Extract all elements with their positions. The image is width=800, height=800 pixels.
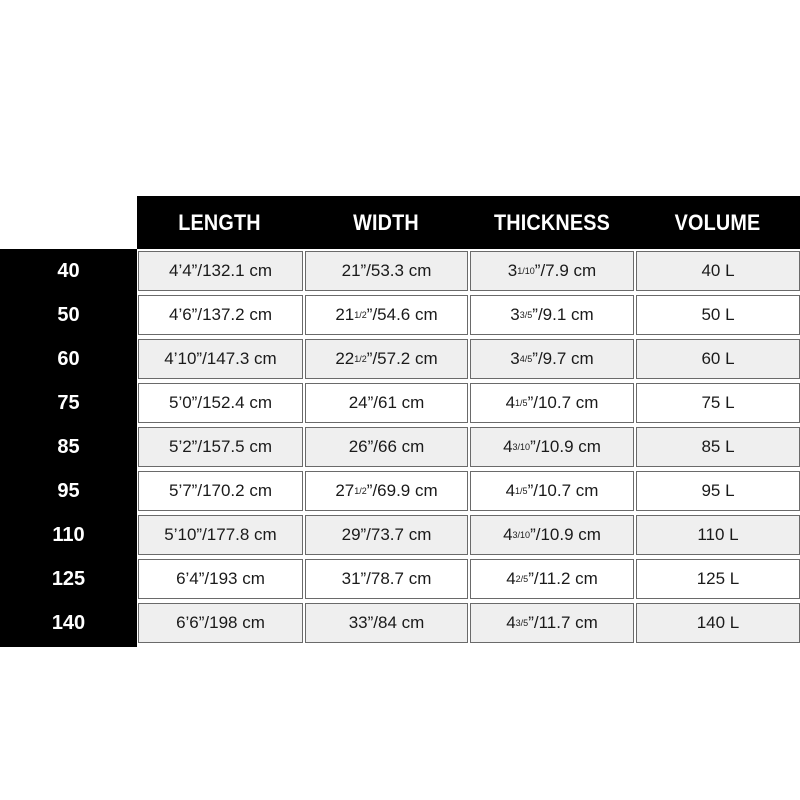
cell-thickness: 4 3/5 ”/11.7 cm: [470, 603, 634, 643]
value-whole: 22: [335, 349, 355, 368]
value-rest: ”/9.7 cm: [532, 349, 594, 368]
row-label: 60: [57, 347, 80, 370]
cell-volume: 85 L: [636, 427, 800, 467]
row-label: 75: [57, 391, 80, 414]
value-whole: 4: [506, 569, 516, 588]
cell-length: 6’6”/198 cm: [138, 603, 303, 643]
value-rest: ”/54.6 cm: [366, 305, 438, 324]
value-rest: ”/57.2 cm: [366, 349, 438, 368]
value-whole: 4: [503, 437, 513, 456]
cell-thickness: 4 1/5 ”/10.7 cm: [470, 471, 634, 511]
value-whole: 3: [507, 261, 518, 280]
row-label: 95: [57, 479, 80, 502]
row-label: 110: [52, 523, 85, 546]
cell-volume: 125 L: [636, 559, 800, 599]
value-rest: ”/10.9 cm: [530, 437, 601, 456]
row-label: 125: [51, 567, 86, 590]
cell-width: 22 1/2 ”/57.2 cm: [305, 339, 468, 379]
cell-length: 6’4”/193 cm: [138, 559, 303, 599]
value-whole: 4: [505, 481, 516, 500]
value-rest: ”/69.9 cm: [366, 481, 438, 500]
value-whole: 4: [503, 525, 513, 544]
column-header-width: WIDTH: [353, 209, 419, 235]
value-rest: ”/11.2 cm: [528, 569, 598, 588]
column-header-thickness: THICKNESS: [493, 209, 611, 235]
value-whole: 27: [335, 481, 355, 500]
cell-thickness: 4 3/10 ”/10.9 cm: [470, 515, 634, 555]
value-whole: 3: [510, 305, 520, 324]
value-whole: 4: [505, 393, 516, 412]
value-rest: ”/7.9 cm: [534, 261, 597, 280]
cell-width: 21”/53.3 cm: [305, 251, 468, 291]
cell-thickness: 3 3/5 ”/9.1 cm: [470, 295, 634, 335]
cell-volume: 95 L: [636, 471, 800, 511]
cell-volume: 60 L: [636, 339, 800, 379]
value-rest: ”/10.7 cm: [527, 481, 599, 500]
cell-length: 4’6”/137.2 cm: [138, 295, 303, 335]
cell-width: 31”/78.7 cm: [305, 559, 468, 599]
cell-thickness: 4 2/5 ”/11.2 cm: [470, 559, 634, 599]
value-rest: ”/9.1 cm: [532, 305, 594, 324]
cell-width: 29”/73.7 cm: [305, 515, 468, 555]
value-whole: 4: [506, 613, 516, 632]
cell-length: 4’10”/147.3 cm: [138, 339, 303, 379]
value-rest: ”/11.7 cm: [528, 613, 598, 632]
value-rest: ”/10.9 cm: [530, 525, 601, 544]
cell-length: 5’10”/177.8 cm: [138, 515, 303, 555]
cell-thickness: 3 4/5 ”/9.7 cm: [470, 339, 634, 379]
row-label: 50: [57, 303, 80, 326]
cell-volume: 140 L: [636, 603, 800, 643]
cell-volume: 50 L: [636, 295, 800, 335]
cell-thickness: 3 1/10 ”/7.9 cm: [470, 251, 634, 291]
cell-volume: 40 L: [636, 251, 800, 291]
cell-width: 24”/61 cm: [305, 383, 468, 423]
row-label: 85: [57, 435, 80, 458]
cell-thickness: 4 1/5 ”/10.7 cm: [470, 383, 634, 423]
row-label: 140: [51, 611, 86, 634]
column-header-volume: VOLUME: [674, 209, 761, 235]
value-whole: 3: [510, 349, 520, 368]
cell-length: 4’4”/132.1 cm: [138, 251, 303, 291]
value-rest: ”/10.7 cm: [527, 393, 599, 412]
cell-volume: 110 L: [636, 515, 800, 555]
cell-width: 33”/84 cm: [305, 603, 468, 643]
cell-width: 26”/66 cm: [305, 427, 468, 467]
cell-volume: 75 L: [636, 383, 800, 423]
row-label: 40: [57, 259, 80, 282]
cell-width: 21 1/2 ”/54.6 cm: [305, 295, 468, 335]
value-whole: 21: [335, 305, 355, 324]
cell-length: 5’7”/170.2 cm: [138, 471, 303, 511]
cell-length: 5’0”/152.4 cm: [138, 383, 303, 423]
cell-length: 5’2”/157.5 cm: [138, 427, 303, 467]
cell-thickness: 4 3/10 ”/10.9 cm: [470, 427, 634, 467]
cell-width: 27 1/2 ”/69.9 cm: [305, 471, 468, 511]
column-header-length: LENGTH: [178, 209, 261, 235]
